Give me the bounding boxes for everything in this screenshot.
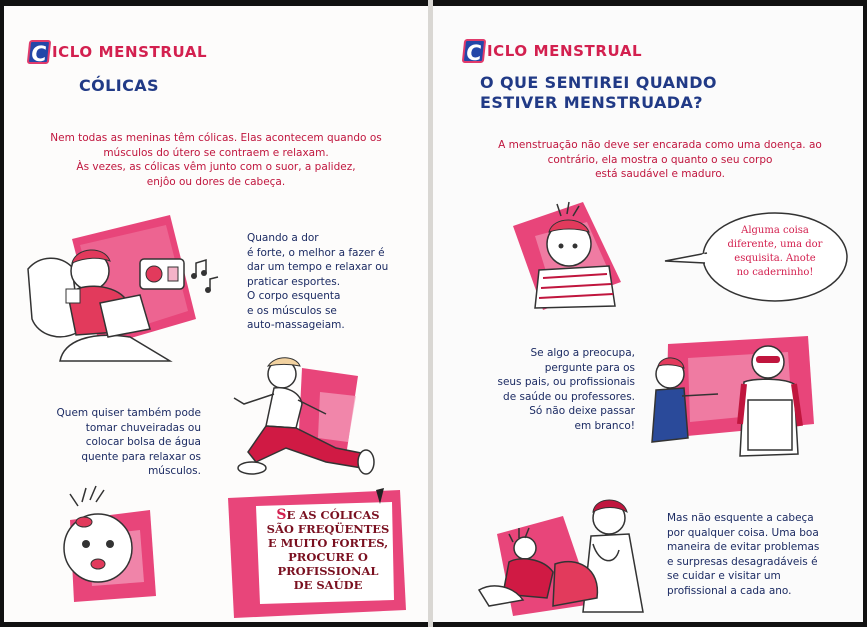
logo-text: ICLO MENSTRUAL — [487, 42, 643, 60]
tip-line: tomar chuveiradas ou — [85, 421, 201, 434]
tip-line: seus pais, ou profissionais — [497, 376, 635, 388]
girl-and-adult-illustration — [648, 334, 818, 462]
tip-line: de saúde ou professores. — [503, 390, 635, 403]
intro-paragraph — [18, 131, 414, 189]
girl-relaxing-illustration — [20, 211, 226, 371]
health-visit-illustration — [473, 494, 668, 620]
hot-water-tip-text — [26, 406, 201, 479]
bubble-line: Alguma coisa — [741, 225, 809, 236]
tip-line: pergunte para os — [544, 361, 635, 374]
bubble-line: esquisita. Anote — [734, 253, 816, 264]
tip-line: em branco! — [574, 419, 635, 432]
callout-line: PROCURE O — [288, 550, 368, 564]
ciclo-menstrual-logo — [463, 39, 642, 63]
callout-see-professional — [226, 488, 408, 620]
callout-line: SÃO FREQÜENTES — [266, 522, 390, 536]
tip-line: colocar bolsa de água — [85, 436, 201, 448]
tip-line: e os músculos se — [247, 304, 337, 317]
tip-line: profissional a cada ano. — [667, 584, 792, 597]
tip-line: maneira de evitar problemas — [667, 541, 820, 553]
tip-line: e surpresas desagradáveis é — [667, 555, 818, 568]
tip-line: auto-massageiam. — [247, 319, 345, 331]
tip-line: Quem quiser também pode — [56, 407, 201, 419]
radio-icon — [140, 259, 184, 289]
intro-paragraph — [467, 138, 853, 182]
page-title-question — [480, 73, 717, 113]
tip-line: quente para relaxar os — [81, 450, 201, 463]
tip-line: por qualquer coisa. Uma boa — [667, 526, 819, 539]
music-notes-icon — [191, 260, 218, 293]
tip-line: Quando a dor — [247, 232, 319, 244]
girl-writing-illustration — [513, 202, 623, 314]
intro-line: A menstruação não deve ser encarada como uma doença. ao — [498, 139, 822, 151]
logo-text: ICLO MENSTRUAL — [52, 43, 208, 61]
ask-tip-text — [473, 346, 635, 433]
intro-line: Às vezes, as cólicas vêm junto com o suor, a palidez, — [76, 161, 356, 173]
tip-line: se cuidar e visitar um — [667, 570, 781, 582]
baby-face-illustration — [40, 486, 160, 616]
callout-line: PROFISSIONAL — [277, 564, 379, 578]
callout-line: E MUITO FORTES, — [267, 536, 389, 550]
callout-drop-letter: S — [276, 507, 287, 523]
page-title-colicas: CÓLICAS — [79, 76, 159, 95]
heading-line: O QUE SENTIREI QUANDO — [480, 73, 717, 92]
logo-c-icon: C — [462, 39, 487, 63]
speech-bubble-text — [727, 224, 823, 280]
callout-line: DE SAÚDE — [293, 578, 363, 592]
left-page — [4, 6, 428, 622]
tip-line: músculos. — [148, 465, 201, 477]
intro-line: contrário, ela mostra o quanto o seu corpo — [547, 153, 773, 166]
tip-line: dar um tempo e relaxar ou — [247, 261, 389, 273]
tip-line: Mas não esquente a cabeça — [667, 512, 814, 524]
intro-line: enjôo ou dores de cabeça. — [146, 175, 286, 188]
right-page — [433, 6, 863, 622]
tip-line: Só não deixe passar — [529, 405, 635, 417]
bubble-line: diferente, uma dor — [727, 239, 823, 250]
tip-line: praticar esportes. — [247, 275, 341, 288]
ciclo-menstrual-logo — [28, 40, 207, 64]
tip-line: é forte, o melhor a fazer é — [247, 246, 385, 259]
tip-line: Se algo a preocupa, — [530, 347, 635, 359]
intro-line: está saudável e maduro. — [595, 168, 725, 180]
rest-tip-text — [247, 231, 417, 333]
bubble-line: no caderninho! — [736, 267, 814, 278]
heading-line: ESTIVER MENSTRUADA? — [480, 93, 703, 112]
callout-text — [264, 508, 392, 592]
care-tip-text — [667, 511, 859, 598]
intro-line: Nem todas as meninas têm cólicas. Elas acontecem quando os — [50, 132, 382, 144]
tip-line: O corpo esquenta — [247, 290, 341, 302]
logo-c-icon: C — [27, 40, 52, 64]
girl-running-illustration — [226, 352, 386, 484]
callout-line: SE AS CÓLICAS — [276, 507, 380, 523]
intro-line: músculos do útero se contraem e relaxam. — [103, 146, 329, 159]
